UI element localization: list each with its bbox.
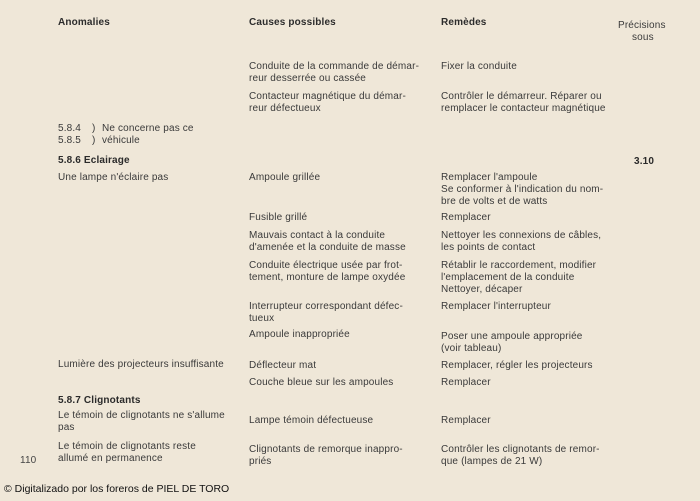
column-header-precisions-sous: sous [632, 32, 654, 43]
cause-line: priés [249, 456, 272, 467]
cause-line: Mauvais contact à la conduite [249, 230, 386, 241]
remede-line: remplacer le contacteur magnétique [441, 103, 606, 114]
remede-line: Remplacer [441, 415, 491, 426]
remede-line: Poser une ampoule appropriée [441, 331, 583, 342]
column-header-precisions: Précisions [618, 20, 666, 31]
section-reference: 3.10 [634, 156, 655, 167]
anomaly-text: Le témoin de clignotants reste [58, 441, 196, 452]
anomaly-text: Le témoin de clignotants ne s'allume [58, 410, 225, 421]
cause-line: Conduite de la commande de démar- [249, 61, 420, 72]
cause-line: Contacteur magnétique du démar- [249, 91, 406, 102]
cause-line: Ampoule inappropriée [249, 329, 350, 340]
remede-line: Remplacer [441, 212, 491, 223]
anomaly-text: Une lampe n'éclaire pas [58, 172, 169, 183]
remede-line: Remplacer [441, 377, 491, 388]
cause-line: Fusible grillé [249, 212, 308, 223]
remede-line: Remplacer l'ampoule [441, 172, 538, 183]
section-number-585: 5.8.5 [58, 135, 81, 146]
section-brace: ) [92, 135, 96, 146]
section-number-584: 5.8.4 [58, 123, 81, 134]
anomaly-text: pas [58, 422, 75, 433]
cause-line: tueux [249, 313, 275, 324]
remede-line: Rétablir le raccordement, modifier [441, 260, 597, 271]
remede-line: Nettoyer les connexions de câbles, [441, 230, 602, 241]
remede-line: les points de contact [441, 242, 536, 253]
remede-line: Remplacer, régler les projecteurs [441, 360, 593, 371]
remede-line: l'emplacement de la conduite [441, 272, 575, 283]
remede-line: Contrôler le démarreur. Réparer ou [441, 91, 602, 102]
cause-line: Interrupteur correspondant défec- [249, 301, 403, 312]
cause-line: tement, monture de lampe oxydée [249, 272, 406, 283]
column-header-remedes: Remèdes [441, 17, 487, 28]
remede-line: Fixer la conduite [441, 61, 517, 72]
cause-line: Ampoule grillée [249, 172, 321, 183]
cause-line: Lampe témoin défectueuse [249, 415, 374, 426]
section-title-eclairage: 5.8.6 Eclairage [58, 155, 130, 166]
remede-line: (voir tableau) [441, 343, 502, 354]
cause-line: Clignotants de remorque inappro- [249, 444, 403, 455]
remede-line: Remplacer l'interrupteur [441, 301, 551, 312]
cause-line: Conduite électrique usée par frot- [249, 260, 403, 271]
remede-line: Contrôler les clignotants de remor- [441, 444, 600, 455]
column-header-causes: Causes possibles [249, 17, 336, 28]
section-note: Ne concerne pas ce [102, 123, 194, 134]
remede-line: bre de volts et de watts [441, 196, 548, 207]
cause-line: reur défectueux [249, 103, 321, 114]
remede-line: que (lampes de 21 W) [441, 456, 543, 467]
cause-line: d'amenée et la conduite de masse [249, 242, 406, 253]
anomaly-text: Lumière des projecteurs insuffisante [58, 359, 224, 370]
section-title-clignotants: 5.8.7 Clignotants [58, 395, 141, 406]
page-number: 110 [20, 455, 37, 466]
section-note: véhicule [102, 135, 140, 146]
cause-line: reur desserrée ou cassée [249, 73, 366, 84]
remede-line: Nettoyer, décaper [441, 284, 523, 295]
column-header-anomalies: Anomalies [58, 17, 110, 28]
cause-line: Déflecteur mat [249, 360, 317, 371]
section-brace: ) [92, 123, 96, 134]
anomaly-text: allumé en permanence [58, 453, 163, 464]
cause-line: Couche bleue sur les ampoules [249, 377, 394, 388]
footer-credit: © Digitalizado por los foreros de PIEL DE TORO [4, 483, 230, 495]
remede-line: Se conformer à l'indication du nom- [441, 184, 604, 195]
